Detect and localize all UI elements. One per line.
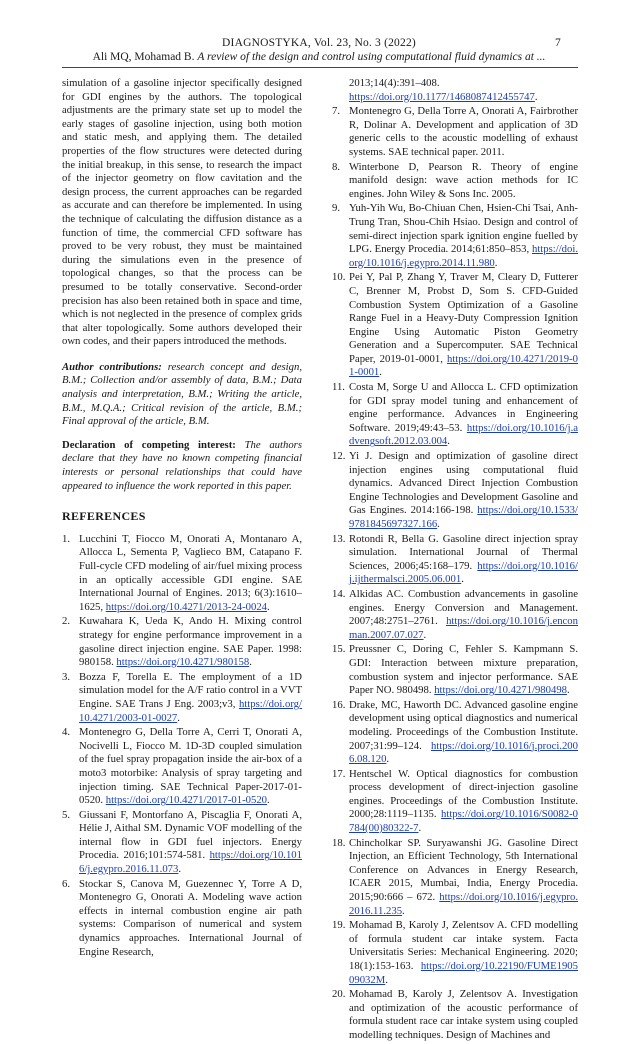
reference-number: 14.: [332, 587, 346, 600]
references-heading: REFERENCES: [62, 509, 146, 524]
reference-item: 14. Alkidas AC. Combustion advancements in gasoline engines. Energy Conversion and Management. 2007;48:2751–2761. https://doi.org/10.1016/j.enconman.2007.07.027.: [332, 587, 578, 641]
reference-number: 15.: [332, 643, 346, 656]
reference-doi-link[interactable]: https://doi.org/10.22190/FUME190509032M: [349, 960, 578, 986]
reference-text: 2013;14(4):391–408.: [349, 77, 440, 89]
header-authors: Ali MQ, Mohamad B.: [92, 51, 195, 63]
reference-text: Rotondi R, Bella G. Gasoline direct injection spray simulation. International Journal of Thermal Sciences, 2006;45:168–179.: [349, 532, 578, 572]
reference-text: Lucchini T, Fiocco M, Onorati A, Montanaro A, Allocca L, Sementa P, Vaglieco BM, Catapano F. Full-cycle CFD modeling of air/fuel mixing process in an optically accessible GDI engine. SAE International Journal of Engines. 2013; 6(3):1610–1625,: [79, 532, 302, 613]
reference-number: 10.: [332, 271, 346, 284]
reference-text: Preussner C, Doring C, Fehler S. Kampmann S. GDI: Interaction between mixture preparation, combustion system and injector performance. SAE Paper NO. 980498.: [349, 643, 578, 697]
author-contributions: [62, 361, 302, 429]
right-column: [332, 77, 578, 1044]
reference-number: 8.: [332, 160, 341, 173]
reference-doi-link[interactable]: https://doi.org/10.4271/2019-01-0001: [349, 352, 578, 379]
reference-item: 15. Preussner C, Doring C, Fehler S. Kampmann S. GDI: Interaction between mixture preparation, combustion system and injector performance. SAE Paper NO. 980498. https://doi.org/10.4271/980498.: [332, 643, 578, 697]
reference-item: 17. Hentschel W. Optical diagnostics for combustion process development of direct-injection gasoline engines. Proceedings of the Combustion Institute. 2000;28:1119–1135. https://doi.org/10.1016/S0082-0784(00)80322-7.: [332, 767, 578, 835]
reference-text: Yi J. Design and optimization of gasoline direct injection engines using computational fluid dynamics. Advanced Direct Injection Combustion Engine Technologies and Development Gasoline and Gas Engines. 2014:166-198.: [349, 450, 578, 517]
reference-doi-link[interactable]: https://doi.org/10.1016/j.proci.2006.08.120: [349, 739, 578, 766]
reference-text: Pei Y, Pal P, Zhang Y, Traver M, Cleary D, Futterer C, Brenner M, Probst D, Som S. CFD-Guided Combustion System Optimization of a Gasoline Range Fuel in a Heavy-Duty Compression Ignition Engine Using Automatic Piston Geometry Generation and a Supercomputer. SAE Technical Paper, 2019-01-0001,: [349, 271, 578, 365]
reference-item: 19. Mohamad B, Karoly J, Zelentsov A. CFD modelling of formula student car intake system. Facta Universitatis Series: Mechanical Engineering. 2020; 18(1):153-163. https://doi.org/10.22190/FUME190509032M.: [332, 919, 578, 986]
reference-number: 1.: [62, 532, 71, 545]
reference-doi-link[interactable]: https://doi.org/10.1016/S0082-0784(00)80322-7: [349, 808, 578, 835]
reference-number: 12.: [332, 450, 346, 463]
reference-text: Yuh-Yih Wu, Bo-Chiuan Chen, Hsien-Chi Tsai, Anh-Trung Tran, Shou-Chih Hsiao. Design and control of semi-direct injection spark ignition engine fuelled by LPG. Energy Procedia. 2014;61:850–853,: [349, 202, 578, 256]
reference-text: Alkidas AC. Combustion advancements in gasoline engines. Energy Conversion and Management. 2007;48:2751–2761.: [349, 587, 578, 628]
reference-number: 18.: [332, 836, 346, 849]
reference-text: Hentschel W. Optical diagnostics for combustion process development of direct-injection gasoline engines. Proceedings of the Combustion Institute. 2000;28:1119–1135.: [349, 767, 578, 821]
declaration-label: Declaration of competing interest:: [62, 438, 236, 451]
reference-text: Bozza F, Torella E. The employment of a 1D simulation model for the A/F ratio control in a VVT Engine. SAE Trans J Eng. 2003;v3,: [79, 670, 302, 710]
reference-number: 20.: [332, 988, 346, 1001]
reference-item: 13. Rotondi R, Bella G. Gasoline direct injection spray simulation. International Journal of Thermal Sciences, 2006;45:168–179. https://doi.org/10.1016/j.ijthermalsci.2005.06.001.: [332, 532, 578, 586]
reference-number: 2.: [62, 615, 71, 628]
reference-number: 4.: [62, 726, 71, 739]
reference-number: 11.: [332, 381, 345, 394]
reference-doi-link[interactable]: https://doi.org/10.1016/j.ijthermalsci.2005.06.001: [349, 559, 578, 586]
header-article-title: A review of the design and control using computational fluid dynamics at ...: [197, 51, 546, 63]
reference-item: [332, 105, 578, 159]
reference-doi-link[interactable]: https://doi.org/10.1016/j.enconman.2007.07.027: [349, 615, 578, 641]
reference-number: 16.: [332, 698, 346, 711]
reference-item: [332, 988, 578, 1042]
reference-item: 10. Pei Y, Pal P, Zhang Y, Traver M, Cleary D, Futterer C, Brenner M, Probst D, Som S. CFD-Guided Combustion System Optimization of a Gasoline Range Fuel in a Heavy-Duty Compression Ignition Engine Using Automatic Piston Geometry Generation and a Supercomputer. SAE Technical Paper, 2019-01-0001, https://doi.org/10.4271/2019-01-0001.: [332, 271, 578, 379]
reference-doi-link[interactable]: https://doi.org/10.4271/2003-01-0027: [79, 697, 302, 724]
reference-number: 3.: [62, 670, 71, 683]
reference-text: Mohamad B, Karoly J, Zelentsov A. Investigation and optimization of the acoustic performance of formula student race car intake system using coupled modelling techniques. Design of Machines and: [349, 988, 578, 1041]
reference-doi-link[interactable]: https://doi.org/10.4271/2017-01-0520: [105, 794, 268, 807]
reference-doi-link[interactable]: https://doi.org/10.4271/2013-24-0024: [105, 600, 268, 613]
left-column: [62, 77, 302, 960]
reference-text: Montenegro G, Della Torre A, Cerri T, Onorati A, Nocivelli L, Fiocco M. 1D-3D coupled simulation of the fuel spray propagation inside the air-box of a moto3 motorbike: Analysis of spray targeting and injection timing. SAE Technical Paper-2017-01-0520.: [79, 726, 302, 807]
reference-doi-link[interactable]: https://doi.org/10.1016/j.egypro.2014.11.980: [349, 243, 578, 269]
page-number: 7: [555, 37, 561, 49]
reference-item: 12. Yi J. Design and optimization of gasoline direct injection engines using computational fluid dynamics. Advanced Direct Injection Combustion Engine Technologies and Development Gasoline and Gas Engines. 2014:166-198. https://doi.org/10.1533/9781845697327.166.: [332, 450, 578, 530]
body-paragraph: simulation of a gasoline injector specifically designed for GDI engines by the authors. The topological adjustments are the primary state set up to model the early stages of gasoline injection, using both motion and static mesh, and applying them. The detailed properties of the flow structures were detected during the initial breakup, in this sense, to research the impact of the injector geometry on flow cavitation and the design process, the current approaches can be regarded as accurate and can therefore be implemented. In using the technique of calculating the diffusion distance as a function of time, the commercial CFD software has proved to be very robust, they must be maintained during the simulations even in the presence of topological changes, so that the process can be presumed to be totally conservative. Second-order precision has also been retained both in space and time, which is not neglected in the presence of complex grids that alter topologically. Some authors developed their own codes, and their papers introduced the methods.: [62, 77, 302, 348]
reference-text: Chincholkar SP. Suryawanshi JG. Gasoline Direct Injection, an Efficient Technology, 5th International Conference on Advances in Energy Research, ICAER 2015, Mumbai, India, Energy Procedia. 2015;90:666 – 672.: [349, 836, 578, 904]
reference-item: 3. Bozza F, Torella E. The employment of a 1D simulation model for the A/F ratio control in a VVT Engine. SAE Trans J Eng. 2003;v3, https://doi.org/10.4271/2003-01-0027.: [62, 670, 302, 724]
reference-item: 5. Giussani F, Montorfano A, Piscaglia F, Onorati A, Hélie J, Aithal SM. Dynamic VOF modelling of the internal flow in GDI fuel injectors. Energy Procedia. 2016;101:574-581. https://doi.org/10.1016/j.egypro.2016.11.073.: [62, 808, 302, 876]
reference-item: [62, 878, 302, 960]
reference-text: Winterbone D, Pearson R. Theory of engine manifold design: wave action methods for IC engines. John Wiley & Sons Inc. 2005.: [349, 160, 578, 200]
reference-number: 19.: [332, 919, 346, 932]
reference-doi-link[interactable]: https://doi.org/10.1016/j.egypro.2016.11.235: [349, 891, 578, 917]
reference-text: Montenegro G, Della Torre A, Onorati A, Fairbrother R, Dolinar A. Development and application of 3D generic cells to the acoustic modelling of exhaust systems. SAE technical paper. 2011.: [349, 105, 578, 158]
reference-text: Stockar S, Canova M, Guezennec Y, Torre A D, Montenegro G, Onorati A. Modeling wave action effects in internal combustion engine air path systems: Comparison of numerical and system dynamics approaches. International Journal of Engine Research,: [79, 877, 302, 958]
reference-number: 13.: [332, 532, 346, 545]
reference-number: 5.: [62, 808, 71, 821]
reference-number: 9.: [332, 202, 341, 215]
reference-number: 17.: [332, 767, 346, 780]
reference-text: Mohamad B, Karoly J, Zelentsov A. CFD modelling of formula student car intake system. Facta Universitatis Series: Mechanical Engineering. 2020; 18(1):153-163.: [349, 919, 578, 972]
reference-doi-link[interactable]: https://doi.org/10.4271/980158: [116, 656, 250, 669]
running-header-journal: DIAGNOSTYKA, Vol. 23, No. 3 (2022): [222, 37, 416, 49]
reference-text: Drake, MC, Haworth DC. Advanced gasoline engine development using optical diagnostics and numerical modeling. Proceedings of the Combustion Institute. 2007;31:99–124.: [349, 698, 578, 752]
reference-doi-link[interactable]: https://doi.org/10.1533/9781845697327.166: [349, 504, 578, 530]
reference-number: 7.: [332, 105, 341, 118]
reference-text: Kuwahara K, Ueda K, Ando H. Mixing control strategy for engine performance improvement in a gasoline direct injection engine. SAE Paper. 1998: 980158.: [79, 615, 302, 669]
reference-item: 16. Drake, MC, Haworth DC. Advanced gasoline engine development using optical diagnostics and numerical modeling. Proceedings of the Combustion Institute. 2007;31:99–124. https://doi.org/10.1016/j.proci.2006.08.120.: [332, 698, 578, 766]
declaration-text: The authors declare that they have no known competing financial interests or personal relationships that could have appeared to influence the work reported in this paper.: [62, 438, 302, 492]
reference-item: [332, 161, 578, 202]
reference-doi-link[interactable]: https://doi.org/10.1016/j.egypro.2016.11.073: [79, 849, 302, 876]
declaration-of-interest: [62, 439, 302, 493]
reference-continuation: 2013;14(4):391–408. https://doi.org/10.1177/1468087412455747.: [349, 77, 538, 103]
reference-item: 2. Kuwahara K, Ueda K, Ando H. Mixing control strategy for engine performance improvement in a gasoline direct injection engine. SAE Paper. 1998: 980158. https://doi.org/10.4271/980158.: [62, 615, 302, 669]
running-header-subtitle: [0, 51, 638, 63]
header-rule: [62, 67, 578, 68]
reference-text: Costa M, Sorge U and Allocca L. CFD optimization for GDI spray model tuning and enhancement of engine performance. Advances in Engineering Software. 2019;49:43–53.: [349, 381, 578, 434]
reference-text: Giussani F, Montorfano A, Piscaglia F, Onorati A, Hélie J, Aithal SM. Dynamic VOF modelling of the internal flow in GDI fuel injectors. Energy Procedia. 2016;101:574-581.: [79, 808, 302, 862]
reference-number: 6.: [62, 877, 71, 890]
reference-doi-link[interactable]: https://doi.org/10.4271/980498: [434, 684, 568, 697]
reference-item: 1. Lucchini T, Fiocco M, Onorati A, Montanaro A, Allocca L, Sementa P, Vaglieco BM, Catapano F. Full-cycle CFD modeling of air/fuel mixing process in an optically accessible GDI engine. SAE International Journal of Engines. 2013; 6(3):1610–1625, https://doi.org/10.4271/2013-24-0024.: [62, 532, 302, 613]
reference-item: 18. Chincholkar SP. Suryawanshi JG. Gasoline Direct Injection, an Efficient Technology, 5th International Conference on Advances in Energy Research, ICAER 2015, Mumbai, India, Energy Procedia. 2015;90:666 – 672. https://doi.org/10.1016/j.egypro.2016.11.235.: [332, 836, 578, 917]
contributions-text: research concept and design, B.M.; Collection and/or assembly of data, B.M.; Data analysis and interpretation, B.M.; Writing the article, B.M., M.Q.A.; Critical revision of the article, B.M.; Final approval of the article, B.M.: [62, 360, 302, 428]
reference-item: 9. Yuh-Yih Wu, Bo-Chiuan Chen, Hsien-Chi Tsai, Anh-Trung Tran, Shou-Chih Hsiao. Design and control of semi-direct injection spark ignition engine fuelled by LPG. Energy Procedia. 2014;61:850–853, https://doi.org/10.1016/j.egypro.2014.11.980.: [332, 202, 578, 269]
reference-item: 11. Costa M, Sorge U and Allocca L. CFD optimization for GDI spray model tuning and enhancement of engine performance. Advances in Engineering Software. 2019;49:43–53. https://doi.org/10.1016/j.advengsoft.2012.03.004.: [332, 381, 578, 448]
reference-doi-link[interactable]: https://doi.org/10.1177/1468087412455747: [349, 90, 535, 103]
references-list-left: [62, 533, 302, 959]
reference-item: 4. Montenegro G, Della Torre A, Cerri T, Onorati A, Nocivelli L, Fiocco M. 1D-3D coupled simulation of the fuel spray propagation inside the air-box of a moto3 motorbike: Analysis of spray targeting and injection timing. SAE Technical Paper-2017-01-0520. https://doi.org/10.4271/2017-01-0520.: [62, 726, 302, 807]
reference-doi-link[interactable]: https://doi.org/10.1016/j.advengsoft.2012.03.004: [349, 421, 578, 448]
contributions-label: Author contributions:: [62, 360, 162, 373]
